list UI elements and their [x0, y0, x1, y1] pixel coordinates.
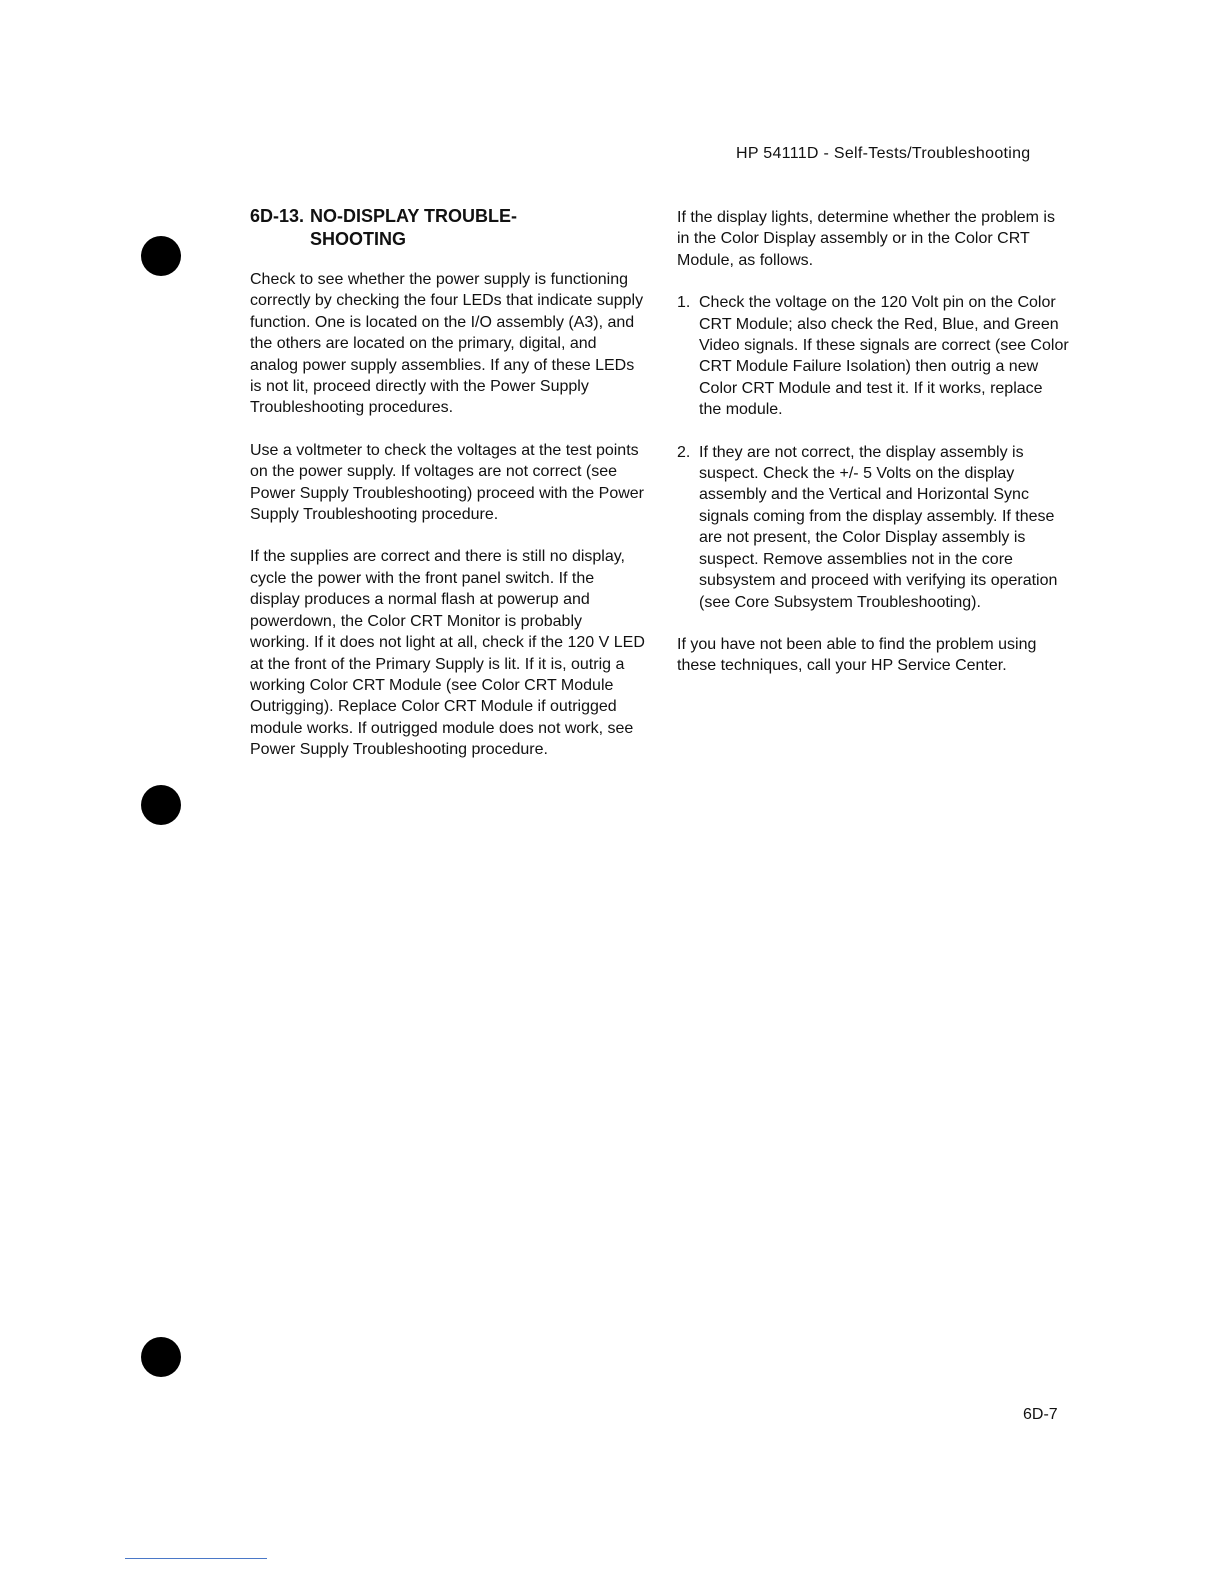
paragraph-display-lights: If the display lights, determine whether the problem is in the Color Display assembly or in the Color CRT Module, as follows. — [677, 209, 1055, 269]
list-item-text: If they are not correct, the display assembly is suspect. Check the +/- 5 Volts on the display assembly and the Vertical and Horizontal Sync signals coming from the display assembly. If these are not present, the Color Display assembly is suspect. Remove assemblies not in the core subsystem and proceed with verifying its operation (see Core Subsystem Troubleshooting). — [699, 443, 1058, 611]
list-item-number: 1. — [677, 294, 691, 312]
footer-rule — [125, 1558, 267, 1559]
left-column — [250, 205, 645, 761]
section-title: NO-DISPLAY TROUBLE-SHOOTING — [310, 206, 518, 249]
list-item-text: Check the voltage on the 120 Volt pin on the Color CRT Module; also check the Red, Blue, and Green Video signals. If these signals are correct (see Color CRT Module Failure Isolation) then outrig a new Color CRT Module and test it. If it works, replace the module. — [699, 294, 1069, 419]
list-item-number: 2. — [677, 443, 691, 461]
binder-hole-bottom — [141, 1337, 181, 1377]
section-heading — [250, 205, 645, 251]
list-item — [677, 442, 1069, 613]
binder-hole-middle — [141, 785, 181, 825]
right-column — [677, 207, 1069, 677]
page-number: 6D-7 — [1023, 1406, 1058, 1423]
list-item — [677, 292, 1069, 420]
paragraph-voltmeter: Use a voltmeter to check the voltages at the test points on the power supply. If voltages are not correct (see Power Supply Troubleshooting) proceed with the Power Supply Troubleshooting procedure. — [250, 441, 644, 524]
paragraph-no-display: If the supplies are correct and there is still no display, cycle the power with the front panel switch. If the display produces a normal flash at powerup and powerdown, the Color CRT Monitor is probably working. If it does not light at all, check if the 120 V LED at the front of the Primary Supply is lit. If it is, outrig a working Color CRT Module (see Color CRT Module Outrigging). Replace Color CRT Module if outrigged module works. If outrigged module does not work, see Power Supply Troubleshooting procedure. — [250, 548, 645, 759]
paragraph-power-check: Check to see whether the power supply is functioning correctly by checking the four LEDs that indicate supply function. One is located on the I/O assembly (A3), and the others are located on the primary, digital, and analog power supply assemblies. If any of these LEDs is not lit, proceed directly with the Power Supply Troubleshooting procedures. — [250, 271, 644, 417]
running-header: HP 54111D - Self-Tests/Troubleshooting — [736, 145, 1031, 162]
section-number: 6D-13. — [250, 206, 305, 226]
binder-hole-top — [141, 236, 181, 276]
paragraph-service-center: If you have not been able to find the problem using these techniques, call your HP Service Center. — [677, 635, 1037, 675]
